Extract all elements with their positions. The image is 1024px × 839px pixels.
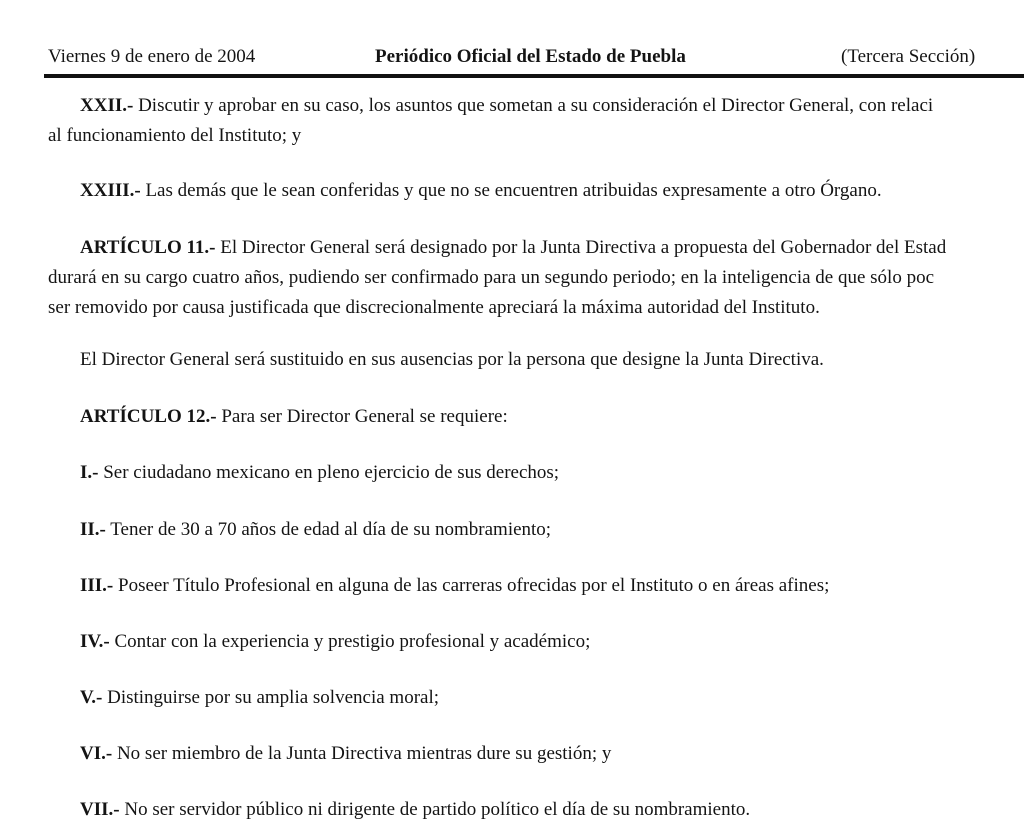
paragraph-line — [48, 91, 1024, 121]
paragraph-label: ARTÍCULO 11.- — [80, 237, 216, 258]
paragraph-label: XXII.- — [80, 95, 134, 116]
paragraph-sustitucion — [48, 345, 1024, 375]
paragraph-line — [48, 627, 1024, 657]
paragraph-line: ser removido por causa justificada que discrecionalmente apreciará la máxima autoridad del Instituto. — [48, 297, 820, 318]
list-item-label: II.- — [80, 519, 106, 540]
paragraph-line — [48, 571, 1024, 601]
paragraph-articulo-11 — [48, 233, 1024, 323]
paragraph-line — [48, 176, 1024, 206]
header-publication-title: Periódico Oficial del Estado de Puebla — [375, 46, 686, 67]
paragraph-label: XXIII.- — [80, 180, 141, 201]
list-item-text: No ser servidor público ni dirigente de partido político el día de su nombramiento. — [119, 799, 751, 820]
list-item-vi — [48, 739, 1024, 769]
header-date: Viernes 9 de enero de 2004 — [48, 46, 256, 67]
list-item-iv — [48, 627, 1024, 657]
header-section: (Tercera Sección) — [841, 46, 976, 67]
paragraph-line — [48, 402, 1024, 432]
paragraph-text: El Director General será designado por la Junta Directiva a propuesta del Gobernador del Estad — [215, 237, 947, 258]
paragraph-line — [48, 683, 1024, 713]
paragraph-text: Las demás que le sean conferidas y que no se encuentren atribuidas expresamente a otro Órgano. — [140, 180, 882, 201]
paragraph-line — [48, 795, 1024, 825]
paragraph-line — [48, 515, 1024, 545]
paragraph-xxiii — [48, 176, 1024, 206]
page-header — [48, 46, 1024, 74]
list-item-label: V.- — [80, 687, 103, 708]
paragraph-text: Para ser Director General se requiere: — [216, 406, 508, 427]
list-item-text: Distinguirse por su amplia solvencia moral; — [102, 687, 440, 708]
list-item-text: Contar con la experiencia y prestigio profesional y académico; — [109, 631, 591, 652]
list-item-label: VI.- — [80, 743, 113, 764]
list-item-label: I.- — [80, 462, 99, 483]
list-item-label: VII.- — [80, 799, 120, 820]
paragraph-line: al funcionamiento del Instituto; y — [48, 125, 302, 146]
list-item-ii — [48, 515, 1024, 545]
paragraph-label: ARTÍCULO 12.- — [80, 406, 217, 427]
paragraph-line: durará en su cargo cuatro años, pudiendo ser confirmado para un segundo periodo; en la inteligencia de que sólo poc — [48, 267, 935, 288]
list-item-v — [48, 683, 1024, 713]
list-item-vii — [48, 795, 1024, 825]
paragraph-line — [48, 233, 1024, 263]
list-item-text: Ser ciudadano mexicano en pleno ejercicio de sus derechos; — [98, 462, 560, 483]
paragraph-line — [48, 739, 1024, 769]
paragraph-articulo-12 — [48, 402, 1024, 432]
paragraph-text: Discutir y aprobar en su caso, los asuntos que sometan a su consideración el Director General, con relaci — [133, 95, 934, 116]
list-item-i — [48, 458, 1024, 488]
list-item-iii — [48, 571, 1024, 601]
header-rule — [44, 74, 1024, 78]
list-item-text: Tener de 30 a 70 años de edad al día de su nombramiento; — [105, 519, 552, 540]
list-item-text: No ser miembro de la Junta Directiva mientras dure su gestión; y — [112, 743, 612, 764]
paragraph-line: El Director General será sustituido en sus ausencias por la persona que designe la Junta Directiva. — [80, 349, 824, 370]
list-item-label: IV.- — [80, 631, 110, 652]
paragraph-xxii — [48, 91, 1024, 151]
list-item-label: III.- — [80, 575, 114, 596]
list-item-text: Poseer Título Profesional en alguna de las carreras ofrecidas por el Instituto o en áreas afines; — [113, 575, 830, 596]
paragraph-line — [48, 458, 1024, 488]
